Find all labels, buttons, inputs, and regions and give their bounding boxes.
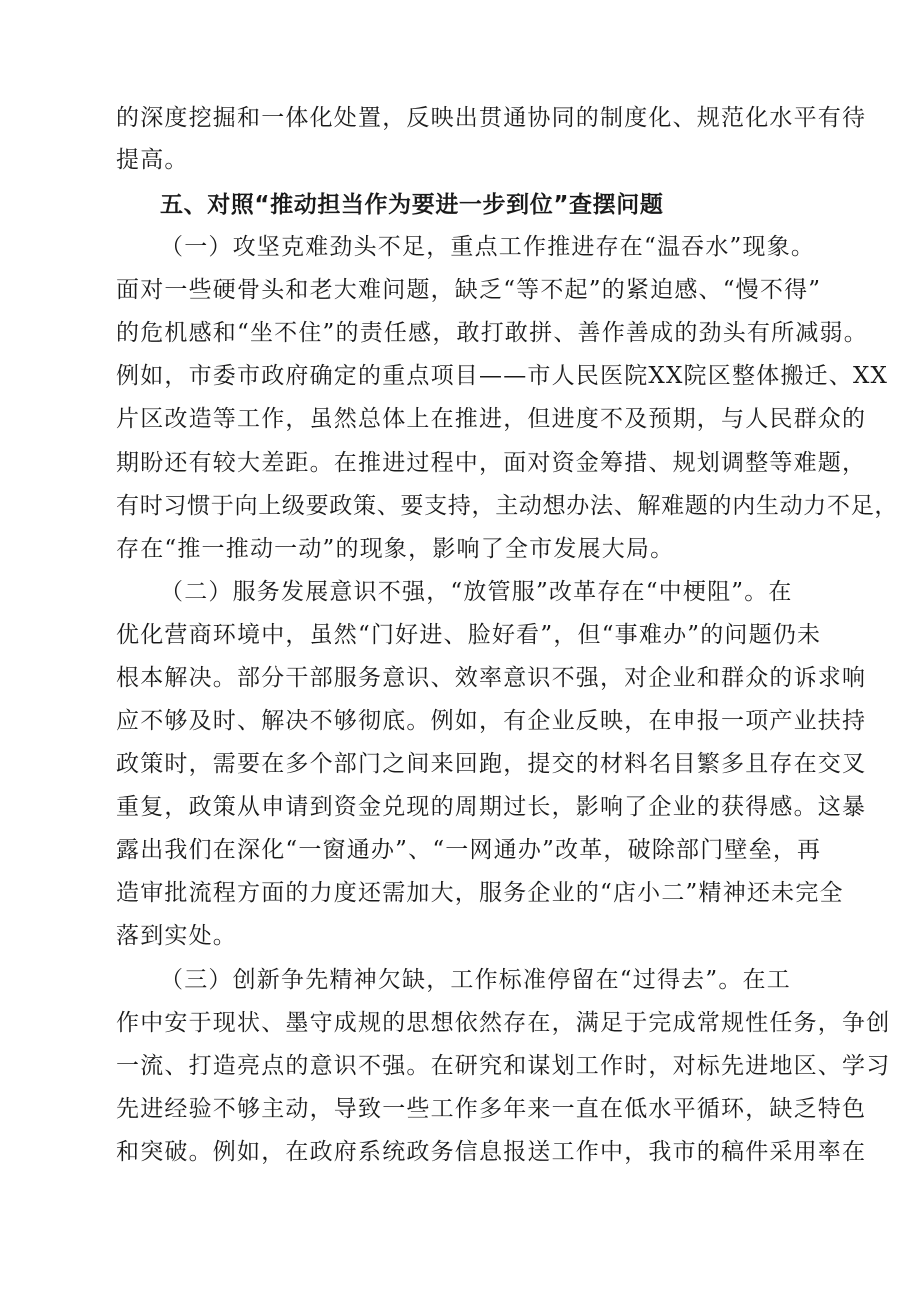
text-line: 重复，政策从申请到资金兑现的周期过长，影响了企业的获得感。这暴 (116, 794, 867, 820)
paragraph-first-line: （一）攻坚克难劲头不足，重点工作推进存在“温吞水”现象。 (160, 234, 816, 260)
section-heading: 五、对照“推动担当作为要进一步到位”查摆问题 (160, 192, 664, 218)
text-line: 例如，市委市政府确定的重点项目——市人民医院XX院区整体搬迁、XX (116, 363, 889, 389)
paragraph-first-line: （二）服务发展意识不强，“放管服”改革存在“中梗阻”。在 (160, 579, 793, 605)
text-line: 存在“推一推动一动”的现象，影响了全市发展大局。 (116, 536, 675, 562)
text-line: 期盼还有较大差距。在推进过程中，面对资金筹措、规划调整等难题， (116, 450, 867, 476)
text-line: 优化营商环境中，虽然“门好进、脸好看”，但“事难办”的问题仍未 (116, 622, 822, 648)
text-line: 有时习惯于向上级要政策、要支持，主动想办法、解难题的内生动力不足， (116, 493, 899, 519)
text-line: 的危机感和“坐不住”的责任感，敢打敢拼、善作善成的劲头有所减弱。 (116, 320, 868, 346)
paragraph-first-line: （三）创新争先精神欠缺，工作标准停留在“过得去”。在工 (160, 967, 791, 993)
text-line: 政策时，需要在多个部门之间来回跑，提交的材料名目繁多且存在交叉 (116, 751, 867, 777)
text-line: 一流、打造亮点的意识不强。在研究和谋划工作时，对标先进地区、学习 (116, 1053, 891, 1079)
text-line: 的深度挖掘和一体化处置，反映出贯通协同的制度化、规范化水平有待 (116, 105, 867, 131)
text-line: 落到实处。 (116, 923, 237, 949)
text-line: 先进经验不够主动，导致一些工作多年来一直在低水平循环，缺乏特色 (116, 1096, 867, 1122)
text-line: 应不够及时、解决不够彻底。例如，有企业反映，在申报一项产业扶持 (116, 708, 867, 734)
text-line: 面对一些硬骨头和老大难问题，缺乏“等不起”的紧迫感、“慢不得” (116, 277, 822, 303)
text-line: 提高。 (116, 147, 189, 173)
text-line: 和突破。例如，在政府系统政务信息报送工作中，我市的稿件采用率在 (116, 1139, 867, 1165)
text-line: 造审批流程方面的力度还需加大，服务企业的“店小二”精神还未完全 (116, 880, 844, 906)
text-line: 露出我们在深化“一窗通办”、“一网通办”改革，破除部门壁垒，再 (116, 837, 822, 863)
text-line: 片区改造等工作，虽然总体上在推进，但进度不及预期，与人民群众的 (116, 406, 867, 432)
text-line: 作中安于现状、墨守成规的思想依然存在，满足于完成常规性任务，争创 (116, 1010, 891, 1036)
text-line: 根本解决。部分干部服务意识、效率意识不强，对企业和群众的诉求响 (116, 665, 867, 691)
